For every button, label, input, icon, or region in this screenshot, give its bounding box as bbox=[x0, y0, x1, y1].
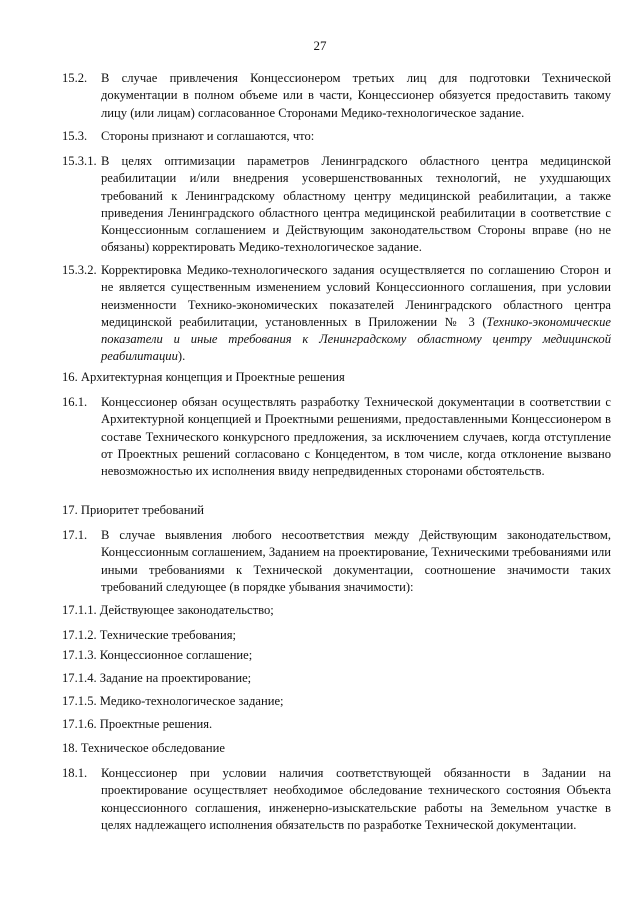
paragraph-number: 18.1. bbox=[62, 766, 88, 780]
paragraph-15-3-2 bbox=[62, 262, 611, 366]
list-item: 17.1.6. Проектные решения. bbox=[62, 717, 213, 731]
paragraph-number: 16.1. bbox=[62, 395, 88, 409]
paragraph-text-main: Корректировка Медико-технологического задания осуществляется по соглашению Сторон и не является существенным изменением условий Концессионного соглашения, при условии неизменности Технико-экономических показателей Ленинградского областного центра медицинской реабилитации, установленных в Приложении № 3 ( bbox=[101, 263, 611, 329]
paragraph-16-1 bbox=[62, 394, 611, 480]
paragraph-text: В случае выявления любого несоответствия между Действующим законодательством, Концессионным соглашением, Заданием на проектирование, Техническими требованиями или иными требованиями к Технической документации, соотношение значимости таких требований следующее (в порядке убывания значимости): bbox=[101, 528, 611, 594]
paragraph-text-italic: Технико-экономические показатели и иные требования к Ленинградскому областному центру медицинской реабилитации bbox=[101, 314, 611, 364]
paragraph-18-1 bbox=[62, 765, 611, 834]
paragraph-number: 15.2. bbox=[62, 71, 88, 85]
section-heading-16: 16. Архитектурная концепция и Проектные решения bbox=[62, 370, 345, 384]
paragraph-number: 17.1. bbox=[62, 528, 88, 542]
list-item: 17.1.3. Концессионное соглашение; bbox=[62, 648, 253, 662]
paragraph-number: 15.3.2. bbox=[62, 263, 97, 277]
paragraph-15-2 bbox=[62, 70, 611, 122]
paragraph-text: В случае привлечения Концессионером третьих лиц для подготовки Технической документации в полном объеме или в части, Концессионер обязуется предоставить такому лицу (или лицам) согласованное Сторонами Медико-технологическое задание. bbox=[101, 71, 611, 120]
section-heading-17: 17. Приоритет требований bbox=[62, 503, 204, 517]
list-item: 17.1.2. Технические требования; bbox=[62, 628, 237, 642]
paragraph-17-1 bbox=[62, 527, 611, 596]
list-item: 17.1.1. Действующее законодательство; bbox=[62, 603, 274, 617]
paragraph-text-tail: ). bbox=[177, 349, 186, 364]
paragraph-text: Концессионер при условии наличия соответствующей обязанности в Задании на проектирование осуществляет необходимое обследование технического состояния Объекта концессионного соглашения, инженерно-изыскательские работы на Земельном участке в целях надлежащего исполнения обязательств по разработке Технической документации. bbox=[101, 766, 611, 832]
list-item: 17.1.5. Медико-технологическое задание; bbox=[62, 694, 284, 708]
section-heading-18: 18. Техническое обследование bbox=[62, 741, 225, 755]
paragraph-15-3-1 bbox=[62, 153, 611, 257]
paragraph-text: Стороны признают и соглашаются, что: bbox=[101, 129, 315, 143]
paragraph-number: 15.3.1. bbox=[62, 154, 97, 168]
paragraph-text: Концессионер обязан осуществлять разработку Технической документации в соответствии с Архитектурной концепцией и Проектными решениями, предоставленными Концессионером в составе Технического конкурсного предложения, за исключением случаев, когда отступление от Проектных решений согласовано с Концедентом, в том числе, когда отклонение вызвано невозможностью их исполнения ввиду непредвиденных сторонами обстоятельств. bbox=[101, 395, 611, 479]
page-number: 27 bbox=[313, 38, 327, 53]
paragraph-15-3 bbox=[62, 128, 611, 145]
list-item: 17.1.4. Задание на проектирование; bbox=[62, 671, 252, 685]
paragraph-text bbox=[101, 262, 611, 366]
paragraph-text: В целях оптимизации параметров Ленинградского областного центра медицинской реабилитации и/или внедрения усовершенствованных технологий, не ухудшающих требований к Ленинградскому областному центру медицинской реабилитации, а также приведения Ленинградского областного центра медицинской реабилитации в соответствие с Концессионным соглашением и Действующим законодательством Стороны вправе (но не обязаны) корректировать Медико-технологическое задание. bbox=[101, 154, 611, 255]
paragraph-number: 15.3. bbox=[62, 129, 88, 143]
